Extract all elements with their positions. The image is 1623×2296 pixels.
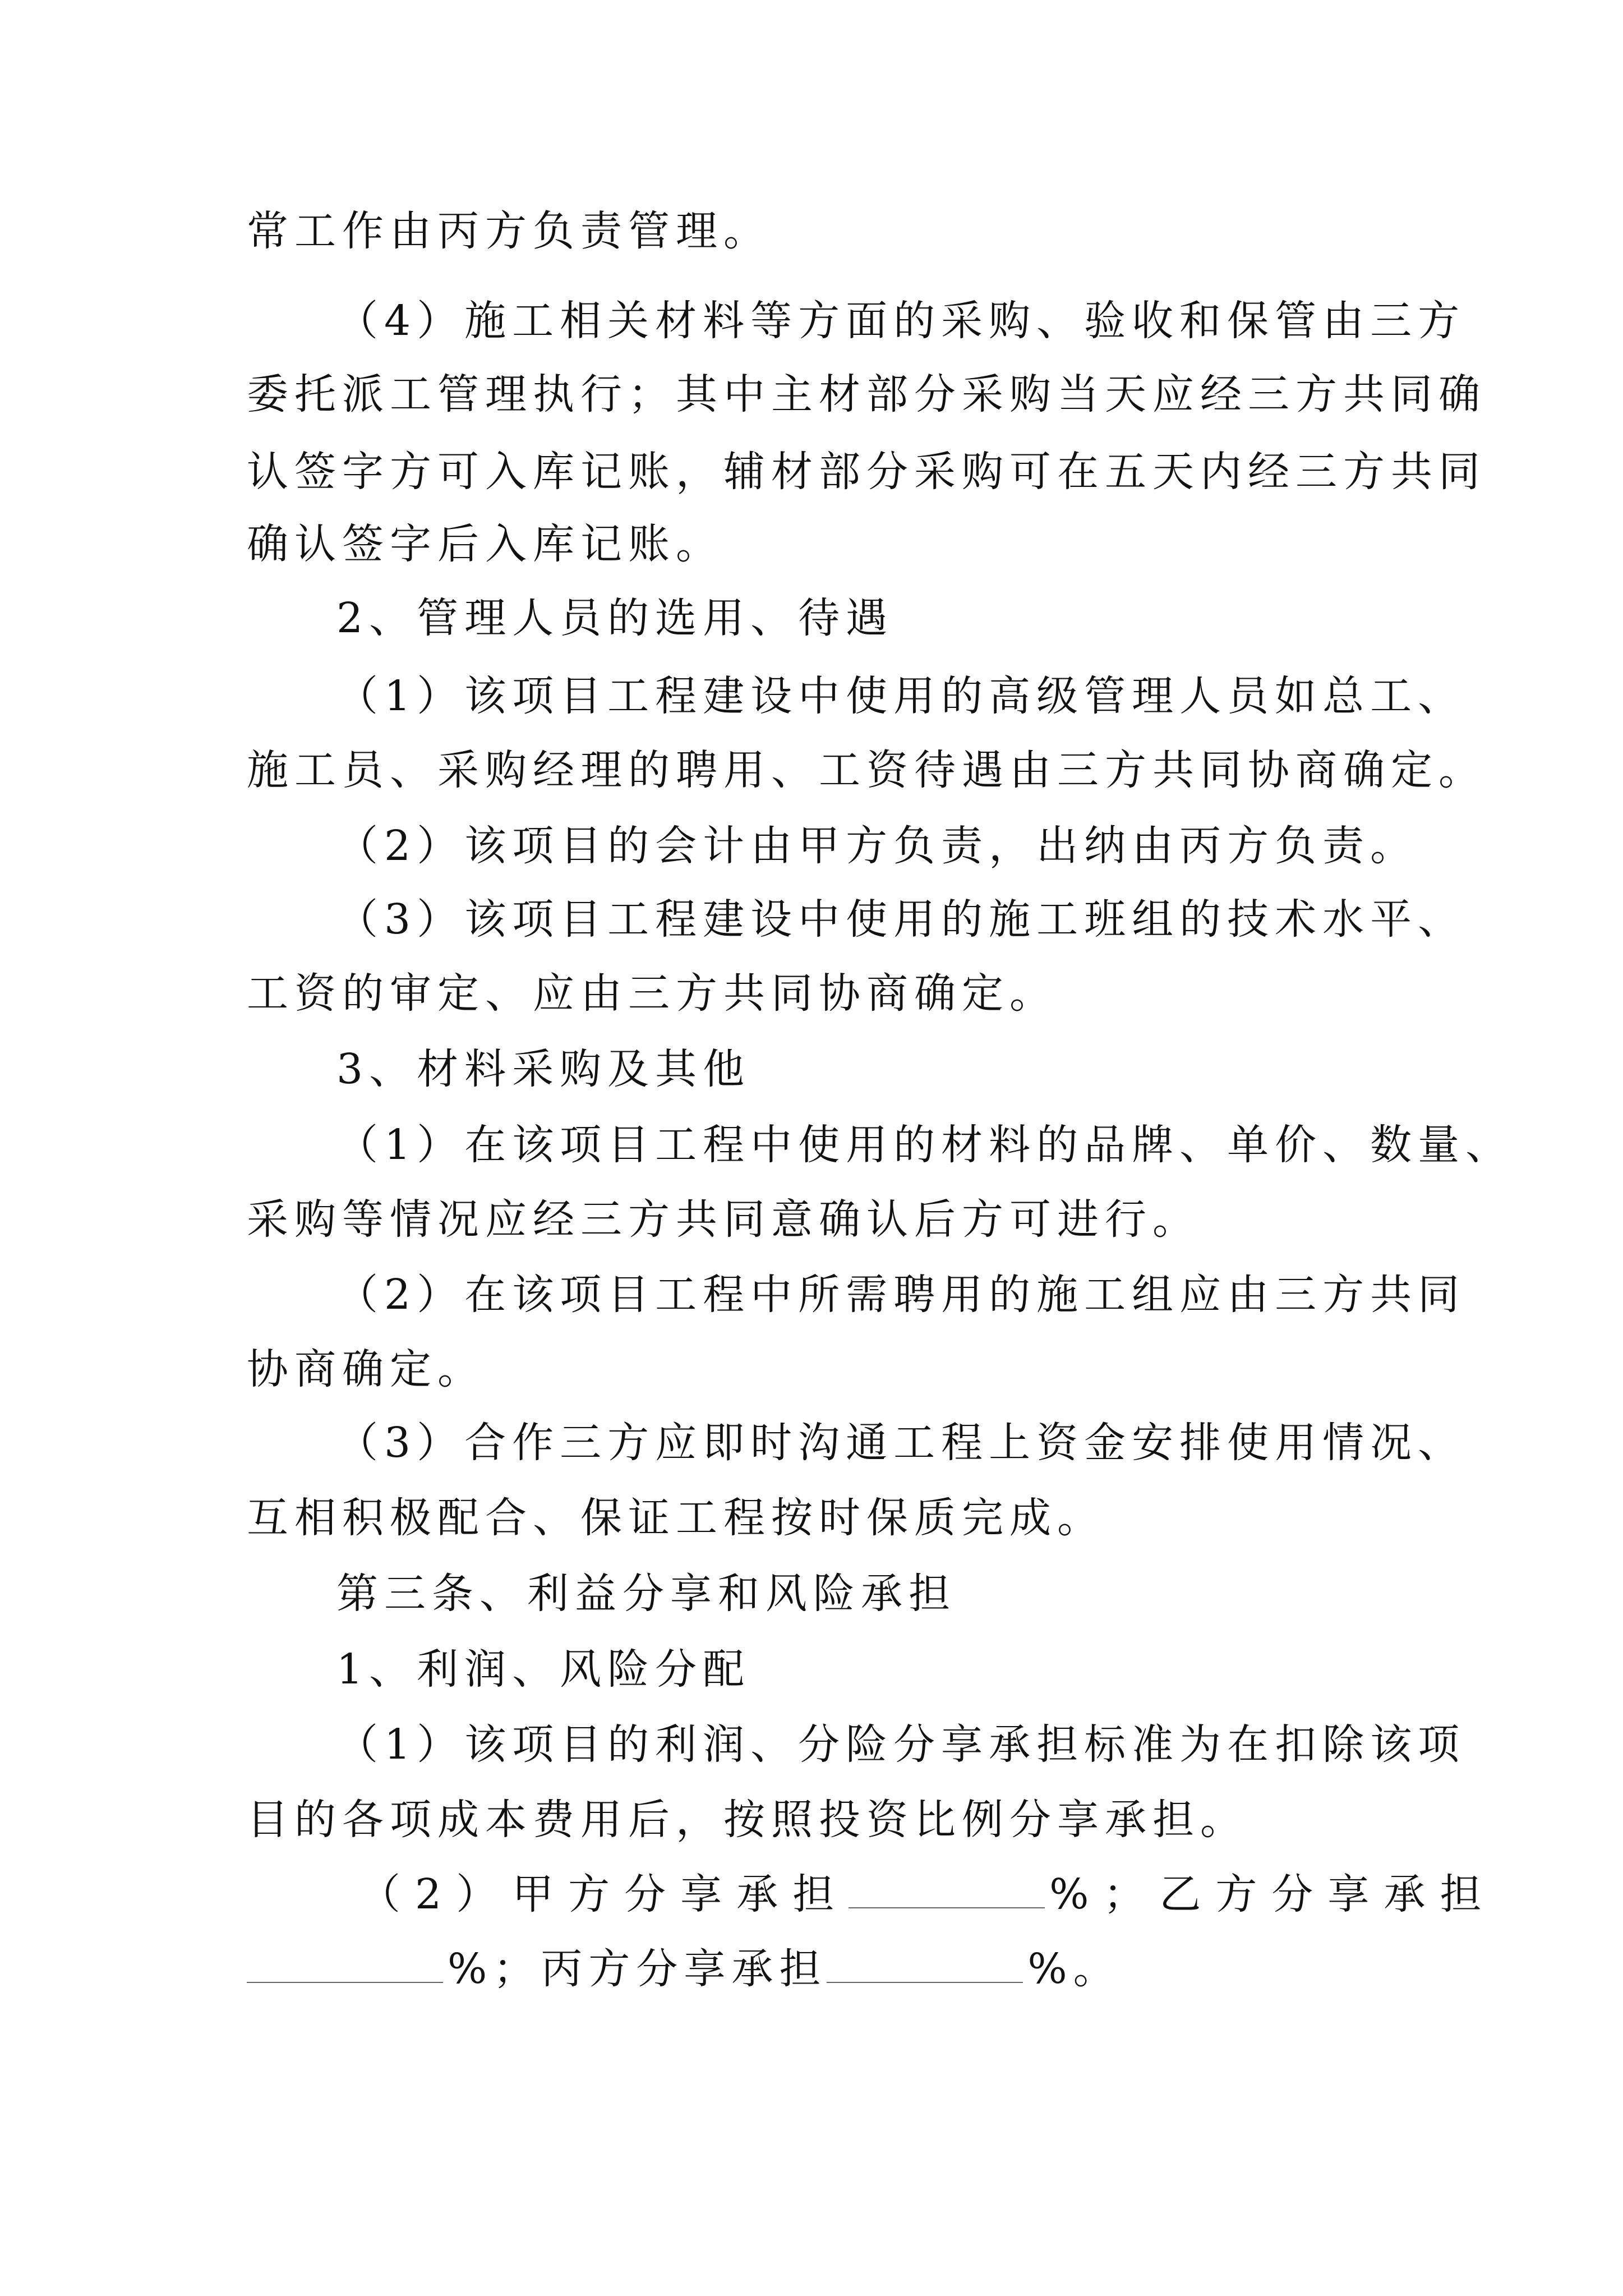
share-separator: %；乙方分享承担 <box>1049 1870 1496 1918</box>
paragraph-line: （1）该项目工程建设中使用的高级管理人员如总工、 <box>336 672 1466 720</box>
paragraph-line: 委托派工管理执行；其中主材部分采购当天应经三方共同确 <box>247 370 1486 418</box>
share-separator: %；丙方分享承担 <box>448 1945 827 1993</box>
paragraph-line: 工资的审定、应由三方共同协商确定。 <box>247 969 1057 1018</box>
paragraph-line: 目的各项成本费用后，按照投资比例分享承担。 <box>247 1796 1248 1844</box>
paragraph-line: （4）施工相关材料等方面的采购、验收和保管由三方 <box>336 297 1466 345</box>
share-final-percent: %。 <box>1027 1945 1121 1993</box>
share-prefix: （2）甲方分享承担 <box>359 1870 849 1918</box>
section-heading: 2、管理人员的选用、待遇 <box>336 594 894 642</box>
paragraph-line: 常工作由丙方负责管理。 <box>247 207 771 255</box>
paragraph-line: 认签字方可入库记账，辅材部分采购可在五天内经三方共同 <box>247 448 1486 496</box>
paragraph-line: 互相积极配合、保证工程按时保质完成。 <box>247 1494 1105 1542</box>
section-heading: 1、利润、风险分配 <box>336 1645 751 1694</box>
paragraph-line: （1）该项目的利润、分险分享承担标准为在扣除该项 <box>336 1720 1466 1769</box>
paragraph-line: （2）在该项目工程中所需聘用的施工组应由三方共同 <box>336 1271 1466 1319</box>
paragraph-line: （1）在该项目工程中使用的材料的品牌、单价、数量、 <box>336 1121 1514 1169</box>
paragraph-line: （3）合作三方应即时沟通工程上资金安排使用情况、 <box>336 1419 1466 1467</box>
paragraph-line: （3）该项目工程建设中使用的施工班组的技术水平、 <box>336 895 1466 944</box>
paragraph-line: 协商确定。 <box>247 1345 485 1393</box>
share-ratio-line-1 <box>359 1866 1496 1922</box>
paragraph-line: （2）该项目的会计由甲方负责，出纳由丙方负责。 <box>336 822 1418 870</box>
party-a-share-blank[interactable] <box>849 1868 1045 1908</box>
paragraph-line: 确认签字后入库记账。 <box>247 520 723 568</box>
paragraph-line: 采购等情况应经三方共同意确认后方可进行。 <box>247 1195 1200 1244</box>
paragraph-line: 施工员、采购经理的聘用、工资待遇由三方共同协商确定。 <box>247 746 1486 794</box>
party-b-share-blank[interactable] <box>247 1943 443 1983</box>
party-c-share-blank[interactable] <box>827 1943 1023 1983</box>
share-ratio-line-2 <box>247 1941 1121 1997</box>
article-heading: 第三条、利益分享和风险承担 <box>336 1570 956 1618</box>
section-heading: 3、材料采购及其他 <box>336 1045 751 1093</box>
